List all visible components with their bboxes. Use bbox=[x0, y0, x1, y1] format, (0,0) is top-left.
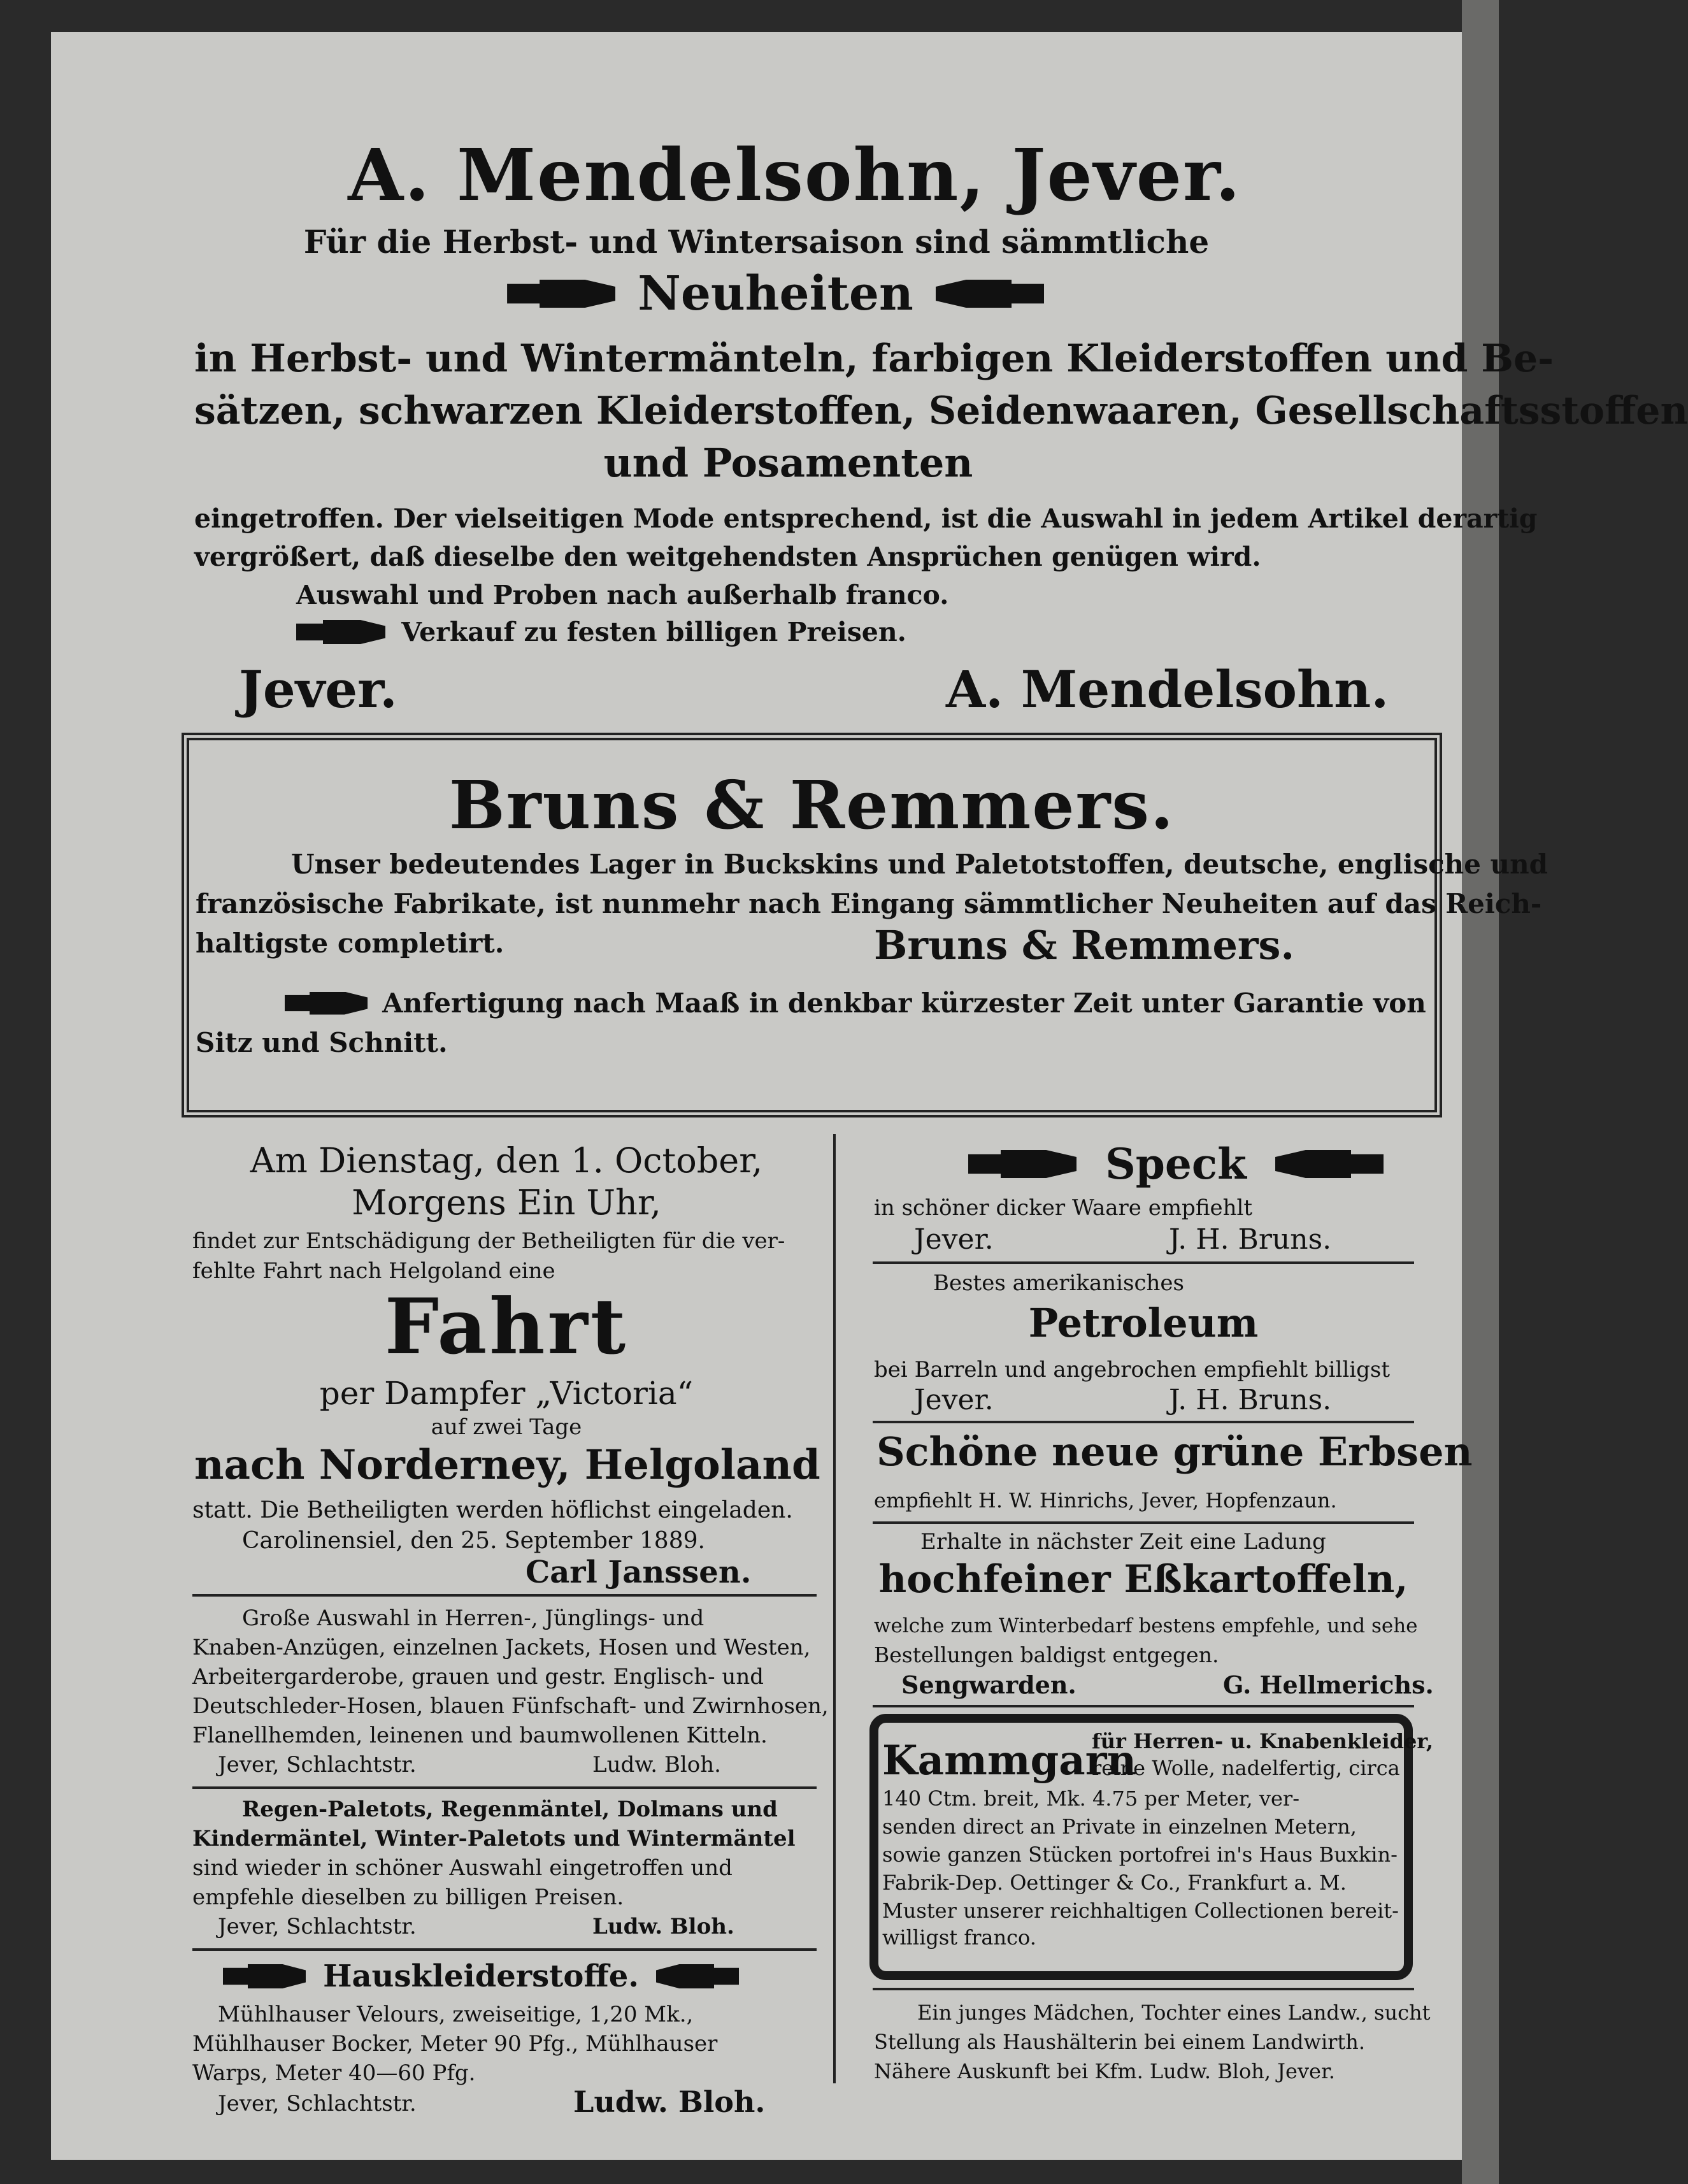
bloh1-line4: Deutschleder-Hosen, blauen Fünfschaft- und Zwirnhosen, bbox=[192, 1693, 829, 1719]
kammgarn-line4: senden direct an Private in einzelnen Metern, bbox=[882, 1814, 1357, 1839]
divider-rule bbox=[192, 1948, 817, 1951]
kartoffeln-title: hochfeiner Eßkartoffeln, bbox=[878, 1557, 1408, 1602]
mendelsohn-line1: Für die Herbst- und Wintersaison sind sämmtliche bbox=[303, 223, 1210, 261]
divider-rule bbox=[873, 1521, 1414, 1524]
mendelsohn-line5: eingetroffen. Der vielseitigen Mode entsprechend, ist die Auswahl in jedem Artikel derartig bbox=[194, 503, 1538, 534]
fahrt-title: Fahrt bbox=[384, 1282, 629, 1372]
pointing-hand-icon bbox=[936, 280, 1044, 308]
neuheiten-heading: Neuheiten bbox=[638, 266, 913, 321]
divider-rule bbox=[873, 1988, 1414, 1990]
mendelsohn-line8: Verkauf zu festen billigen Preisen. bbox=[401, 617, 906, 647]
bloh3-line3: Warps, Meter 40—60 Pfg. bbox=[192, 2060, 476, 2086]
mendelsohn-line3: sätzen, schwarzen Kleiderstoffen, Seidenwaaren, Gesellschaftsstoffen bbox=[194, 389, 1688, 433]
kammgarn-line6: Fabrik-Dep. Oettinger & Co., Frankfurt a. M. bbox=[882, 1871, 1347, 1895]
kartoffeln-line3: Bestellungen baldigst entgegen. bbox=[874, 1642, 1219, 1667]
bruns-line2: französische Fabrikate, ist nunmehr nach Eingang sämmtlicher Neuheiten auf das Reich- bbox=[196, 888, 1542, 919]
kartoffeln-signature: G. Hellmerichs. bbox=[1223, 1670, 1434, 1699]
pointing-hand-icon bbox=[656, 1964, 739, 1988]
kammgarn-line3: 140 Ctm. breit, Mk. 4.75 per Meter, ver- bbox=[882, 1786, 1299, 1811]
bloh1-line1: Große Auswahl in Herren-, Jünglings- und bbox=[242, 1606, 705, 1631]
petroleum-line1: Bestes amerikanisches bbox=[933, 1270, 1184, 1296]
divider-rule bbox=[192, 1594, 817, 1597]
kammgarn-line8: willigst franco. bbox=[882, 1925, 1036, 1950]
speck-place: Jever. bbox=[914, 1223, 994, 1256]
kammgarn-ad bbox=[869, 1714, 1433, 1980]
bloh3-title: Hauskleiderstoffe. bbox=[323, 1958, 639, 1994]
pointing-hand-icon bbox=[1275, 1150, 1384, 1178]
fahrt-signature: Carl Janssen. bbox=[526, 1555, 752, 1590]
bloh2-line1: Regen-Paletots, Regenmäntel, Dolmans und bbox=[242, 1797, 778, 1822]
petroleum-place: Jever. bbox=[914, 1384, 994, 1416]
kartoffeln-place: Sengwarden. bbox=[901, 1670, 1076, 1699]
maedchen-line3: Nähere Auskunft bei Kfm. Ludw. Bloh, Jever. bbox=[874, 2059, 1335, 2083]
fahrt-line5: per Dampfer „Victoria“ bbox=[319, 1375, 694, 1412]
bruns-signature: Bruns & Remmers. bbox=[874, 922, 1295, 968]
mendelsohn-line6: vergrößert, daß dieselbe den weitgehendsten Ansprüchen genügen wird. bbox=[194, 542, 1261, 572]
divider-rule bbox=[873, 1705, 1414, 1707]
mendelsohn-sign-place: Jever. bbox=[239, 659, 397, 719]
bloh3-signature: Ludw. Bloh. bbox=[573, 2085, 766, 2119]
fahrt-line8: statt. Die Betheiligten werden höflichst eingeladen. bbox=[192, 1497, 793, 1523]
fahrt-line7: nach Norderney, Helgoland bbox=[194, 1441, 820, 1489]
bloh1-signature: Ludw. Bloh. bbox=[592, 1752, 721, 1778]
pointing-hand-icon bbox=[296, 620, 385, 644]
pointing-hand-icon bbox=[223, 1964, 306, 1988]
fahrt-line3: findet zur Entschädigung der Betheiligten für die ver- bbox=[192, 1228, 785, 1254]
kammgarn-line7: Muster unserer reichhaltigen Collectionen bereit- bbox=[882, 1899, 1399, 1923]
bloh2-line4: empfehle dieselben zu billigen Preisen. bbox=[192, 1885, 624, 1910]
divider-rule bbox=[873, 1421, 1414, 1423]
speck-title: Speck bbox=[1105, 1139, 1247, 1189]
bruns-line1: Unser bedeutendes Lager in Buckskins und Paletotstoffen, deutsche, englische und bbox=[291, 849, 1548, 880]
bruns-remmers-ad bbox=[182, 733, 1548, 1117]
kammgarn-title: Kammgarn bbox=[882, 1737, 1136, 1785]
erbsen-title: Schöne neue grüne Erbsen bbox=[876, 1428, 1473, 1475]
book-spine bbox=[1462, 0, 1499, 2184]
bloh3-place: Jever, Schlachtstr. bbox=[218, 2091, 417, 2116]
hauskleider-row bbox=[223, 1958, 739, 1994]
kammgarn-line2: reine Wolle, nadelfertig, circa bbox=[1092, 1756, 1400, 1780]
bloh2-line3: sind wieder in schöner Auswahl eingetroffen und bbox=[192, 1855, 733, 1881]
mendelsohn-line7: Auswahl und Proben nach außerhalb franco. bbox=[296, 580, 949, 610]
bloh1-line5: Flanellhemden, leinenen und baumwollenen Kitteln. bbox=[192, 1723, 768, 1748]
anfertigung-row bbox=[285, 988, 1426, 1019]
divider-rule bbox=[192, 1786, 817, 1789]
fahrt-line9: Carolinensiel, den 25. September 1889. bbox=[242, 1528, 705, 1554]
column-divider bbox=[833, 1134, 836, 2083]
bloh2-signature: Ludw. Bloh. bbox=[592, 1914, 734, 1939]
maedchen-line2: Stellung als Haushälterin bei einem Landwirth. bbox=[874, 2030, 1366, 2054]
bloh3-line1: Mühlhauser Velours, zweiseitige, 1,20 Mk., bbox=[218, 2002, 694, 2027]
mendelsohn-signature: A. Mendelsohn. bbox=[946, 659, 1389, 719]
erbsen-line1: empfiehlt H. W. Hinrichs, Jever, Hopfenzaun. bbox=[874, 1488, 1337, 1512]
fahrt-line6: auf zwei Tage bbox=[431, 1414, 582, 1440]
neuheiten-row bbox=[51, 266, 1462, 321]
bloh1-place: Jever, Schlachtstr. bbox=[218, 1752, 417, 1778]
pointing-hand-icon bbox=[968, 1150, 1076, 1178]
bruns-line3: haltigste completirt. bbox=[196, 928, 504, 959]
bloh1-line2: Knaben-Anzügen, einzelnen Jackets, Hosen und Westen, bbox=[192, 1635, 811, 1660]
newspaper-page bbox=[51, 32, 1688, 2160]
maedchen-line1: Ein junges Mädchen, Tochter eines Landw., sucht bbox=[917, 2001, 1431, 2025]
bloh1-line3: Arbeitergarderobe, grauen und gestr. Englisch- und bbox=[192, 1664, 764, 1690]
bruns-line5: Sitz und Schnitt. bbox=[196, 1027, 448, 1058]
pointing-hand-icon bbox=[285, 992, 368, 1015]
petroleum-signature: J. H. Bruns. bbox=[1169, 1384, 1332, 1416]
bloh3-line2: Mühlhauser Bocker, Meter 90 Pfg., Mühlhauser bbox=[192, 2031, 718, 2057]
kartoffeln-line2: welche zum Winterbedarf bestens empfehle, und sehe bbox=[874, 1614, 1418, 1637]
fahrt-line2: Morgens Ein Uhr, bbox=[352, 1182, 661, 1223]
speck-line1: in schöner dicker Waare empfiehlt bbox=[874, 1195, 1253, 1221]
kartoffeln-line1: Erhalte in nächster Zeit eine Ladung bbox=[920, 1529, 1326, 1555]
bloh2-line2: Kindermäntel, Winter-Paletots und Wintermäntel bbox=[192, 1826, 796, 1851]
speck-signature: J. H. Bruns. bbox=[1169, 1223, 1332, 1256]
fahrt-line1: Am Dienstag, den 1. October, bbox=[250, 1140, 763, 1181]
petroleum-line2: bei Barreln und angebrochen empfiehlt billigst bbox=[874, 1357, 1391, 1383]
kammgarn-line1: für Herren- u. Knabenkleider, bbox=[1092, 1729, 1433, 1753]
bruns-line4: Anfertigung nach Maaß in denkbar kürzester Zeit unter Garantie von bbox=[382, 988, 1426, 1019]
verkauf-row bbox=[296, 617, 906, 647]
pointing-hand-icon bbox=[507, 280, 615, 308]
speck-row bbox=[968, 1139, 1384, 1189]
mendelsohn-title: A. Mendelsohn, Jever. bbox=[348, 134, 1241, 217]
bruns-title: Bruns & Remmers. bbox=[448, 766, 1175, 844]
fahrt-line4: fehlte Fahrt nach Helgoland eine bbox=[192, 1258, 555, 1284]
bloh2-place: Jever, Schlachtstr. bbox=[218, 1914, 417, 1939]
petroleum-title: Petroleum bbox=[1028, 1300, 1259, 1346]
mendelsohn-line4: und Posamenten bbox=[603, 440, 973, 486]
kammgarn-line5: sowie ganzen Stücken portofrei in's Haus Buxkin- bbox=[882, 1843, 1398, 1867]
divider-rule bbox=[873, 1261, 1414, 1264]
mendelsohn-line2: in Herbst- und Wintermänteln, farbigen Kleiderstoffen und Be- bbox=[194, 336, 1554, 381]
